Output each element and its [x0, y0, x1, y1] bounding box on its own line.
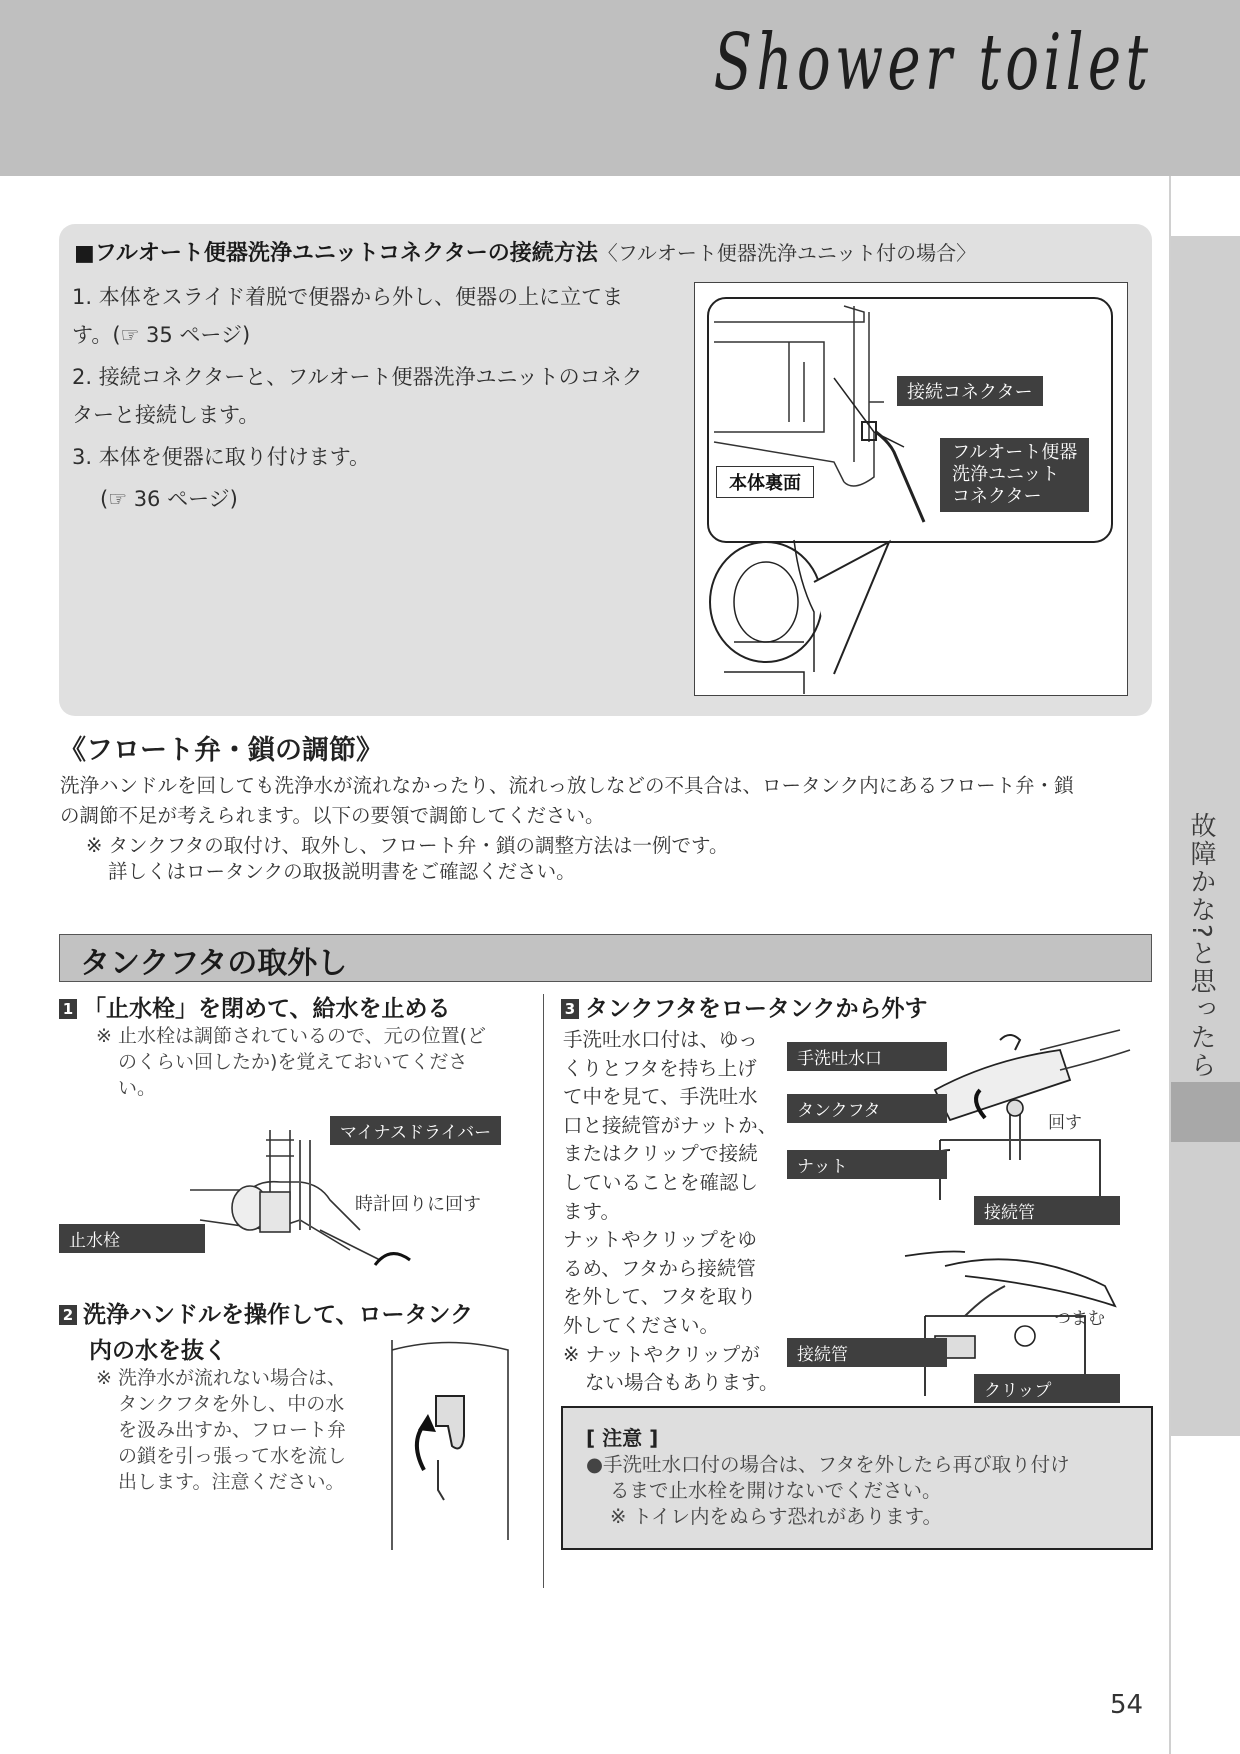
pipe-label-2: 接続管	[787, 1338, 947, 1367]
driver-label: マイナスドライバー	[330, 1116, 501, 1145]
caution-title: [ 注意 ]	[586, 1426, 659, 1450]
step2-note-5: 出します。注意ください。	[118, 1471, 345, 1493]
step2-number: 2	[59, 1305, 77, 1325]
step3-line-2: くりとフタを持ち上げ	[563, 1056, 757, 1080]
unit-connector-label	[940, 438, 1089, 512]
clip-label: クリップ	[974, 1374, 1120, 1403]
brand-logo: Shower toilet	[713, 18, 1152, 108]
float-note-2: 詳しくはロータンクの取扱説明書をご確認ください。	[108, 860, 576, 883]
step3-title: タンクフタをロータンクから外す	[585, 996, 928, 1022]
lid-label: タンクフタ	[787, 1094, 947, 1123]
tank-lid-illustration	[930, 1030, 1140, 1200]
connector-title-main: ■フルオート便器洗浄ユニットコネクターの接続方法	[74, 241, 598, 266]
step2-note-1: ※ 洗浄水が流れない場合は、	[96, 1367, 346, 1389]
connector-title-sub: 〈フルオート便器洗浄ユニット付の場合〉	[597, 241, 977, 265]
back-label: 本体裏面	[716, 466, 814, 498]
connector-step-3: 3. 本体を便器に取り付けます。	[72, 445, 371, 469]
column-divider	[543, 994, 544, 1588]
connector-title	[74, 236, 976, 267]
section-title: タンクフタの取外し	[80, 946, 348, 981]
connector-step-2: 2. 接続コネクターと、フルオート便器洗浄ユニットのコネクターと接続します。	[72, 365, 643, 427]
valve-label: 止水栓	[59, 1224, 205, 1253]
clockwise-label: 時計回りに回す	[355, 1194, 481, 1215]
float-body-2: の調節不足が考えられます。以下の要領で調節してください。	[60, 804, 605, 827]
spout-label: 手洗吐水口	[787, 1042, 947, 1071]
step1-number: 1	[59, 999, 77, 1019]
unit-connector-label-2: 洗浄ユニット	[952, 464, 1060, 485]
step1-title: 「止水栓」を閉めて、給水を止める	[83, 996, 451, 1022]
handle-illustration	[388, 1340, 518, 1550]
caution-line-1: ●手洗吐水口付の場合は、フタを外したら再び取り付け	[586, 1453, 1070, 1476]
connector-label: 接続コネクター	[897, 376, 1043, 406]
nut-label: ナット	[787, 1150, 947, 1179]
step3-number: 3	[561, 999, 579, 1019]
unit-connector-label-3: コネクター	[952, 486, 1042, 507]
step2-title-2: 内の水を抜く	[89, 1338, 227, 1364]
step1-note-3: い。	[118, 1077, 157, 1099]
step1-note-1: ※ 止水栓は調節されているので、元の位置(ど	[96, 1025, 486, 1047]
connector-step-3-ref: (☞ 36 ページ)	[100, 487, 238, 511]
step2-note-3: を汲み出すか、フロート弁	[118, 1419, 347, 1441]
caution-line-2: るまで止水栓を開けないでください。	[610, 1479, 942, 1502]
step3-line-3: て中を見て、手洗吐水	[563, 1085, 758, 1109]
step3-line-13: ない場合もあります。	[585, 1371, 779, 1395]
step2-heading	[59, 1296, 473, 1329]
float-body-1: 洗浄ハンドルを回しても洗浄水が流れなかったり、流れっ放しなどの不具合は、ロータンク内にあるフロート弁・鎖	[60, 774, 1074, 797]
step2-title-1: 洗浄ハンドルを操作して、ロータンク	[83, 1302, 474, 1328]
step1-heading	[59, 990, 451, 1023]
step3-heading	[561, 990, 927, 1023]
unit-connector-label-1: フルオート便器	[952, 442, 1078, 463]
step3-line-8: ナットやクリップをゆ	[563, 1228, 757, 1252]
float-title: 《フロート弁・鎖の調節》	[59, 735, 383, 766]
rotate-label: 回す	[1048, 1113, 1082, 1133]
step3-line-1: 手洗吐水口付は、ゆっ	[563, 1028, 758, 1051]
step3-line-5: またはクリップで接続	[563, 1142, 758, 1166]
step3-line-10: を外して、フタを取り	[563, 1285, 757, 1309]
step3-line-12: ※ ナットやクリップが	[563, 1342, 760, 1366]
step3-body	[563, 1026, 803, 1398]
side-tab-marker	[1171, 1082, 1240, 1142]
step1-note-2: のくらい回したか)を覚えておいてくださ	[118, 1051, 468, 1073]
pipe-label-1: 接続管	[974, 1196, 1120, 1225]
pinch-label: つまむ	[1054, 1309, 1105, 1329]
step2-note-4: の鎖を引っ張って水を流し	[118, 1445, 347, 1467]
step3-line-6: していることを確認し	[563, 1170, 759, 1194]
side-tab-label: 故障かな?と思ったら	[1186, 812, 1216, 1080]
page-number: 54	[1110, 1690, 1144, 1720]
step3-line-11: 外してください。	[563, 1313, 720, 1337]
step2-note-2: タンクフタを外し、中の水	[118, 1393, 345, 1415]
caution-line-3: ※ トイレ内をぬらす恐れがあります。	[610, 1505, 943, 1528]
step3-line-7: ます。	[563, 1199, 620, 1223]
float-note-1: ※ タンクフタの取付け、取外し、フロート弁・鎖の調整方法は一例です。	[86, 834, 729, 857]
connector-step-1: 1. 本体をスライド着脱で便器から外し、便器の上に立てます。(☞ 35 ページ)	[72, 285, 624, 347]
step3-line-4: 口と接続管がナットか、	[563, 1113, 778, 1137]
step3-line-9: るめ、フタから接続管	[563, 1256, 756, 1280]
